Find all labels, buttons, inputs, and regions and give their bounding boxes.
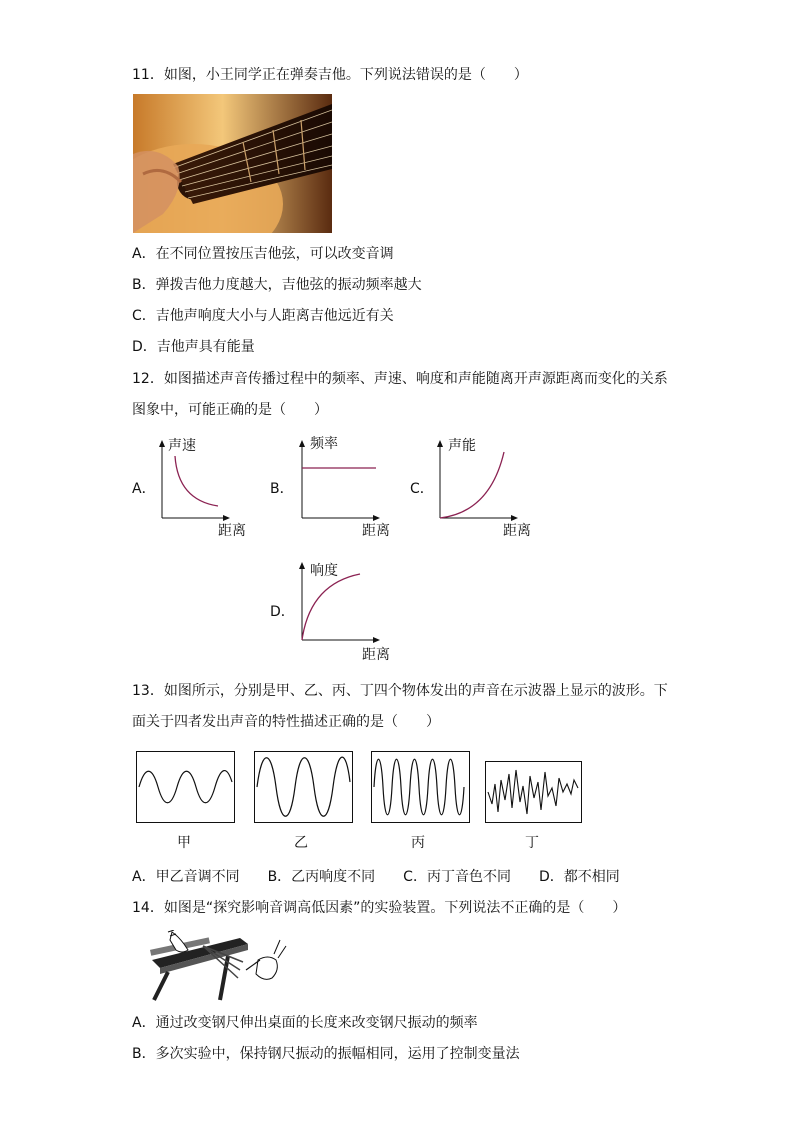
- q12-graph-b-xlabel: 距离: [362, 523, 390, 539]
- q12-graph-c-curve: [440, 452, 504, 518]
- oscilloscope-yi: [254, 751, 353, 823]
- q11-stem: 11．如图，小王同学正在弹奏吉他。下列说法错误的是（ ）: [132, 67, 528, 83]
- oscilloscope-bing: [371, 751, 470, 823]
- q11-option-b: B．弹拨吉他力度越大，吉他弦的振动频率越大: [132, 277, 422, 293]
- guitar-photo: [133, 94, 332, 233]
- q12-graph-b: [290, 440, 380, 522]
- waveform-caption-jia: 甲: [177, 835, 191, 851]
- q12-graph-c: [428, 440, 518, 522]
- q12-graph-c-xlabel: 距离: [503, 523, 531, 539]
- q12-stem-line2: 图象中，可能正确的是（ ）: [132, 402, 328, 418]
- q13-stem-line2: 面关于四者发出声音的特性描述正确的是（ ）: [132, 714, 440, 730]
- q12-graph-c-ylabel: 声能: [448, 438, 476, 454]
- q12-graph-d-curve: [302, 574, 360, 640]
- q12-graph-c-letter: C．: [410, 481, 434, 497]
- oscilloscope-ding: [485, 761, 582, 823]
- q14-option-b: B．多次实验中，保持钢尺振动的振幅相同，运用了控制变量法: [132, 1046, 520, 1062]
- q12-graph-d: [290, 562, 380, 644]
- waveform-caption-bing: 丙: [411, 835, 425, 851]
- q12-graph-d-letter: D．: [270, 604, 295, 620]
- q13-options: A．甲乙音调不同 B．乙丙响度不同 C．丙丁音色不同 D．都不相同: [132, 869, 620, 885]
- q12-stem-line1: 12．如图描述声音传播过程中的频率、声速、响度和声能随离开声源距离而变化的关系: [132, 371, 668, 387]
- q11-option-a: A．在不同位置按压吉他弦，可以改变音调: [132, 246, 394, 262]
- oscilloscope-jia: [136, 751, 235, 823]
- q12-graph-b-letter: B．: [270, 481, 294, 497]
- q12-graph-a-xlabel: 距离: [218, 523, 246, 539]
- q12-graph-d-xlabel: 距离: [362, 647, 390, 663]
- q12-graph-b-ylabel: 频率: [310, 436, 338, 452]
- q12-graph-a-letter: A．: [132, 481, 156, 497]
- q14-stem: 14．如图是“探究影响音调高低因素”的实验装置。下列说法不正确的是（ ）: [132, 900, 627, 916]
- q12-graph-d-ylabel: 响度: [310, 563, 338, 579]
- q12-graph-a-curve: [175, 456, 218, 506]
- waveform-caption-ding: 丁: [525, 835, 539, 851]
- q11-option-d: D．吉他声具有能量: [132, 339, 255, 355]
- ruler-experiment-illustration: [148, 930, 288, 1002]
- q12-graph-a: [150, 440, 230, 522]
- q12-graph-a-ylabel: 声速: [168, 438, 196, 454]
- q14-option-a: A．通过改变钢尺伸出桌面的长度来改变钢尺振动的频率: [132, 1015, 478, 1031]
- q13-stem-line1: 13．如图所示，分别是甲、乙、丙、丁四个物体发出的声音在示波器上显示的波形。下: [132, 683, 668, 699]
- waveform-caption-yi: 乙: [294, 835, 308, 851]
- q11-option-c: C．吉他声响度大小与人距离吉他远近有关: [132, 308, 394, 324]
